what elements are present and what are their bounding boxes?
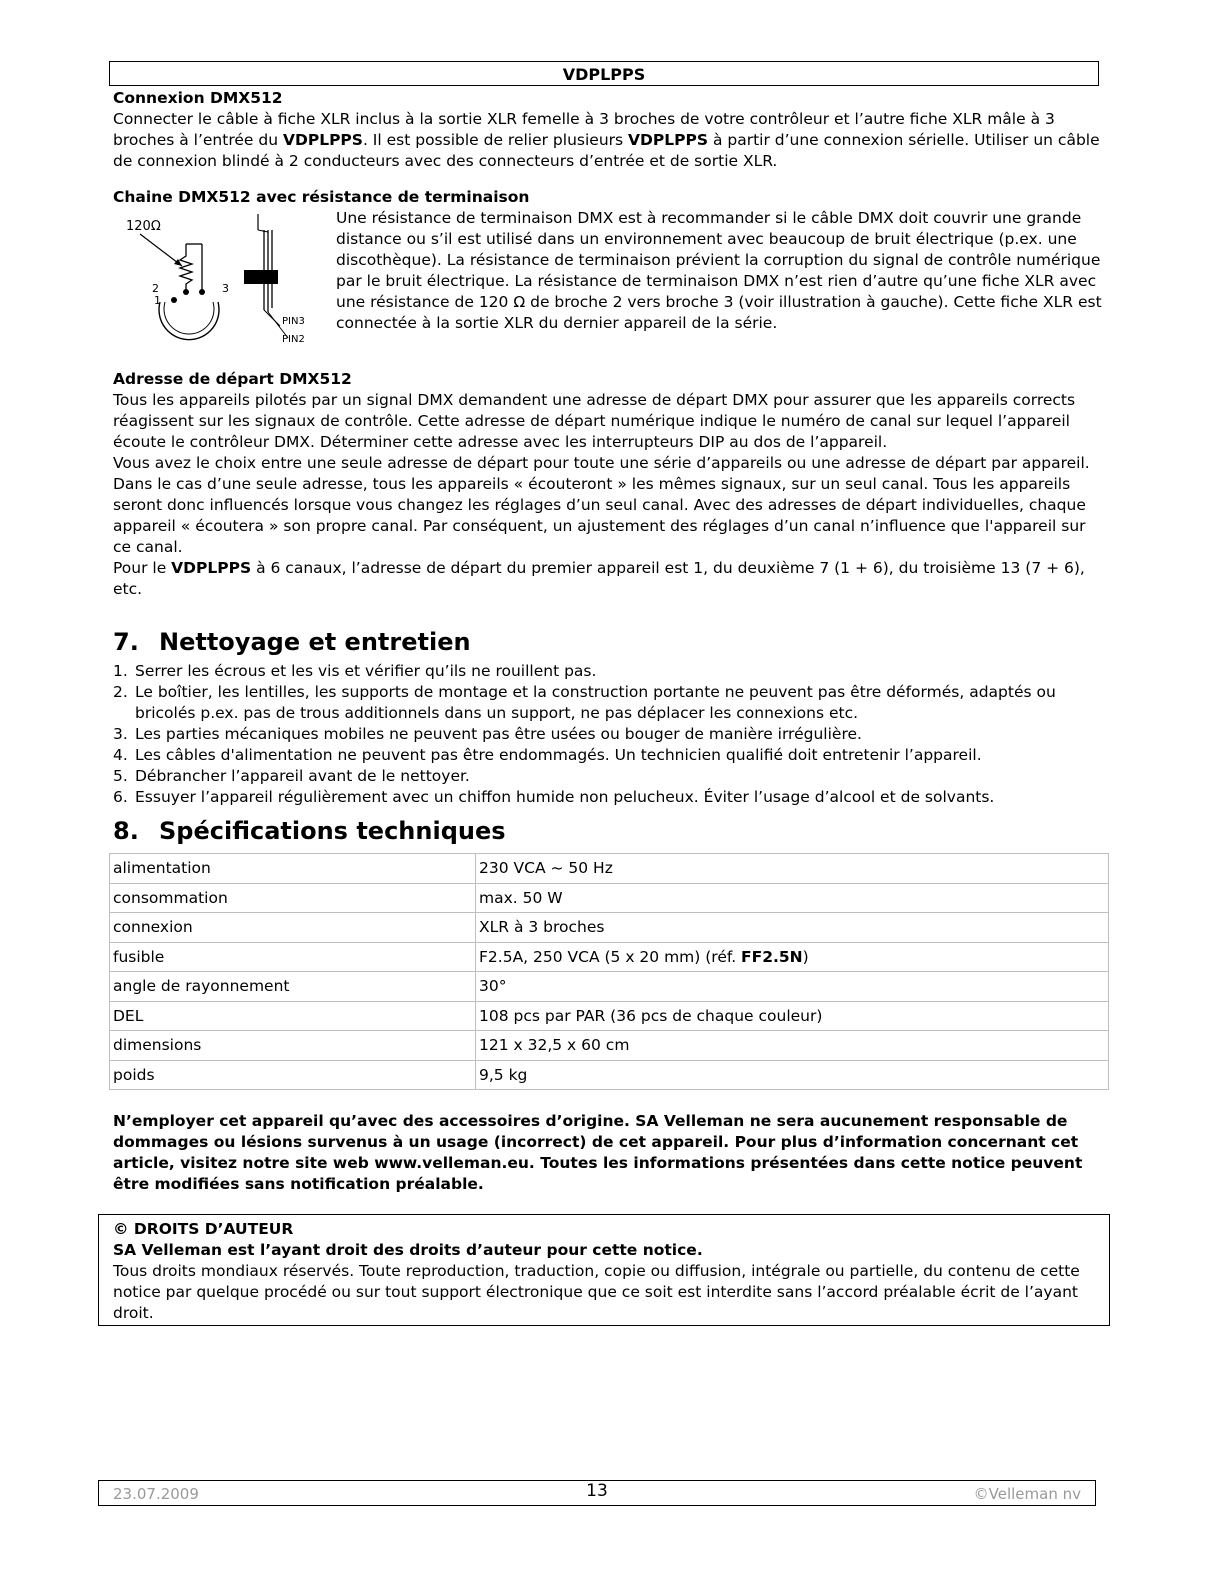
- specs-heading-title: Spécifications techniques: [159, 817, 506, 845]
- list-item-text: Le boîtier, les lentilles, les supports de montage et la construction portante ne peuvent pas être déformés, adaptés ou bricolés p.ex. pas de trous additionnels dans un support, ne pas déplacer les connexions etc.: [135, 683, 1056, 722]
- specs-heading-wrap: [113, 816, 1108, 846]
- address-paragraph-3: [113, 558, 1108, 600]
- list-item-number: 4.: [113, 746, 128, 764]
- spec-value: 30°: [476, 972, 1109, 1002]
- maintenance-section: [113, 627, 1108, 808]
- pin-2-number: 2: [152, 282, 159, 295]
- specs-table: [109, 853, 1109, 1090]
- spec-key: connexion: [110, 913, 476, 943]
- list-item-text: Serrer les écrous et les vis et vérifier qu’ils ne rouillent pas.: [135, 662, 597, 680]
- pin-3-number: 3: [222, 282, 229, 295]
- list-item-text: Les parties mécaniques mobiles ne peuvent pas être usées ou bouger de manière irrégulière.: [135, 725, 862, 743]
- page-header-title: VDPLPPS: [562, 65, 646, 84]
- maintenance-heading-number: 7.: [113, 628, 139, 656]
- termination-heading-wrap: [113, 187, 1108, 208]
- spec-key: dimensions: [110, 1031, 476, 1061]
- list-item-text: Débrancher l’appareil avant de le nettoyer.: [135, 767, 470, 785]
- dmx-connection-bold-1: VDPLPPS: [282, 131, 363, 149]
- specs-heading-number: 8.: [113, 817, 139, 845]
- maintenance-heading-title: Nettoyage et entretien: [159, 628, 471, 656]
- footer-date: 23.07.2009: [113, 1485, 199, 1503]
- termination-heading: Chaine DMX512 avec résistance de terminaison: [113, 188, 530, 206]
- spec-value: 108 pcs par PAR (36 pcs de chaque couleur): [476, 1001, 1109, 1031]
- page-number: 13: [586, 1481, 608, 1501]
- copyright-title: © DROITS D’AUTEUR: [113, 1220, 294, 1238]
- spec-value: XLR à 3 broches: [476, 913, 1109, 943]
- copyright-text: Tous droits mondiaux réservés. Toute reproduction, traduction, copie ou diffusion, intégrale ou partielle, du contenu de cette notice par quelque procédé ou sur tout support électronique que ce soit est interdite sans l’accord préalable écrit de l’ayant droit.: [113, 1262, 1080, 1322]
- list-item-number: 6.: [113, 788, 128, 806]
- plug-body: [244, 270, 278, 284]
- list-item-text: Essuyer l’appareil régulièrement avec un chiffon humide non pelucheux. Éviter l’usage d’alcool et de solvants.: [135, 788, 995, 806]
- dmx-connection-heading: Connexion DMX512: [113, 89, 283, 107]
- table-row: [110, 854, 1109, 884]
- spec-value: 121 x 32,5 x 60 cm: [476, 1031, 1109, 1061]
- pin-2: [183, 289, 189, 295]
- table-row: [110, 1060, 1109, 1090]
- page-header: [109, 61, 1099, 86]
- table-row: [110, 942, 1109, 972]
- spec-key: DEL: [110, 1001, 476, 1031]
- list-item: [113, 787, 1108, 808]
- spec-key: angle de rayonnement: [110, 972, 476, 1002]
- address-paragraph-2: Vous avez le choix entre une seule adresse de départ pour toute une série d’appareils ou une adresse de départ par appareil. Dans le cas d’une seule adresse, tous les appareils « écouteront » les mêmes signaux, sur un seul canal. Tous les appareils seront donc influencés lorsque vous changez les réglages d’un seul canal. Avec des adresses de départ individuelles, chaque appareil « écoutera » son propre canal. Par conséquent, un ajustement des réglages d’un canal n’influence que l'appareil sur ce canal.: [113, 454, 1090, 556]
- dmx-connection-bold-2: VDPLPPS: [628, 131, 709, 149]
- list-item: [113, 682, 1108, 724]
- pin-1-number: 1: [154, 294, 161, 307]
- spec-value: 230 VCA ~ 50 Hz: [476, 854, 1109, 884]
- dmx-connection-text-2: . Il est possible de relier plusieurs: [362, 131, 629, 149]
- xlr-termination-figure: [118, 212, 324, 352]
- table-row: [110, 972, 1109, 1002]
- address-p3-text-1: Pour le: [113, 559, 172, 577]
- list-item-number: 1.: [113, 662, 128, 680]
- spec-value-ref: FF2.5N: [741, 947, 803, 966]
- spec-key: alimentation: [110, 854, 476, 884]
- address-paragraph-1: Tous les appareils pilotés par un signal DMX demandent une adresse de départ DMX pour assurer que les appareils corrects réagissent sur les signaux de contrôle. Cette adresse de départ numérique indique le numéro de canal sur lequel l’appareil écoute le contrôleur DMX. Déterminer cette adresse avec les interrupteurs DIP au dos de l’appareil.: [113, 391, 1076, 451]
- pin-1: [171, 297, 177, 303]
- table-row: [110, 913, 1109, 943]
- address-heading: Adresse de départ DMX512: [113, 370, 352, 388]
- spec-value: max. 50 W: [476, 883, 1109, 913]
- spec-value-text: F2.5A, 250 VCA (5 x 20 mm) (réf.: [479, 947, 742, 966]
- spec-value: [476, 942, 1109, 972]
- usage-notice: N’employer cet appareil qu’avec des accessoires d’origine. SA Velleman ne sera aucunement responsable de dommages ou lésions survenus à un usage (incorrect) de cet appareil. Pour plus d’information concernant cet article, visitez notre site web www.velleman.eu. Toutes les informations présentées dans cette notice peuvent être modifiées sans notification préalable.: [113, 1112, 1083, 1193]
- pin3-label: PIN3: [282, 316, 305, 327]
- list-item-number: 5.: [113, 767, 128, 785]
- dmx-connection-text-3: à partir d’une connexion sérielle. Utiliser un câble de connexion blindé à 2 conducteurs avec des connecteurs d’entrée et de sortie XLR.: [113, 131, 1100, 170]
- spec-value-suffix: ): [802, 947, 809, 966]
- termination-text: Une résistance de terminaison DMX est à recommander si le câble DMX doit couvrir une grande distance ou s’il est utilisé dans un environnement avec beaucoup de bruit électrique (p.ex. une discothèque). La résistance de terminaison prévient la corruption du signal de contrôle numérique par le bruit électrique. La résistance de terminaison DMX n’est rien d’autre qu’une fiche XLR avec une résistance de 120 Ω de broche 2 vers broche 3 (voir illustration à gauche). Cette fiche XLR est connectée à la sortie XLR du dernier appareil de la série.: [336, 209, 1102, 332]
- address-p3-text-2: à 6 canaux, l’adresse de départ du premier appareil est 1, du deuxième 7 (1 + 6), du troisième 13 (7 + 6), etc.: [113, 559, 1085, 598]
- maintenance-list: [113, 661, 1108, 808]
- footer-copyright: ©Velleman nv: [973, 1485, 1081, 1503]
- address-p3-bold: VDPLPPS: [171, 559, 252, 577]
- list-item: [113, 724, 1108, 745]
- table-row: [110, 1001, 1109, 1031]
- address-section: [113, 369, 1108, 600]
- specs-heading: [113, 816, 1108, 846]
- table-row: [110, 883, 1109, 913]
- list-item: [113, 661, 1108, 682]
- pin-3: [199, 289, 205, 295]
- list-item: [113, 766, 1108, 787]
- dmx-connection-text-1: Connecter le câble à fiche XLR inclus à la sortie XLR femelle à 3 broches de votre contrôleur et l’autre fiche XLR mâle à 3 broches à l’entrée du: [113, 110, 1055, 149]
- spec-key: consommation: [110, 883, 476, 913]
- list-item-number: 2.: [113, 683, 128, 701]
- resistor-label: 120Ω: [126, 219, 161, 234]
- spec-value: 9,5 kg: [476, 1060, 1109, 1090]
- maintenance-heading: [113, 627, 1108, 657]
- table-row: [110, 1031, 1109, 1061]
- list-item: [113, 745, 1108, 766]
- list-item-number: 3.: [113, 725, 128, 743]
- copyright-subtitle: SA Velleman est l’ayant droit des droits d’auteur pour cette notice.: [113, 1241, 703, 1259]
- spec-key: poids: [110, 1060, 476, 1090]
- spec-key: fusible: [110, 942, 476, 972]
- dmx-connection-section: [113, 88, 1108, 172]
- list-item-text: Les câbles d'alimentation ne peuvent pas être endommagés. Un technicien qualifié doit entretenir l’appareil.: [135, 746, 982, 764]
- dmx-connection-paragraph: [113, 109, 1108, 172]
- copyright-box: [98, 1214, 1110, 1326]
- page-footer: [98, 1480, 1096, 1506]
- pin2-label: PIN2: [282, 334, 305, 345]
